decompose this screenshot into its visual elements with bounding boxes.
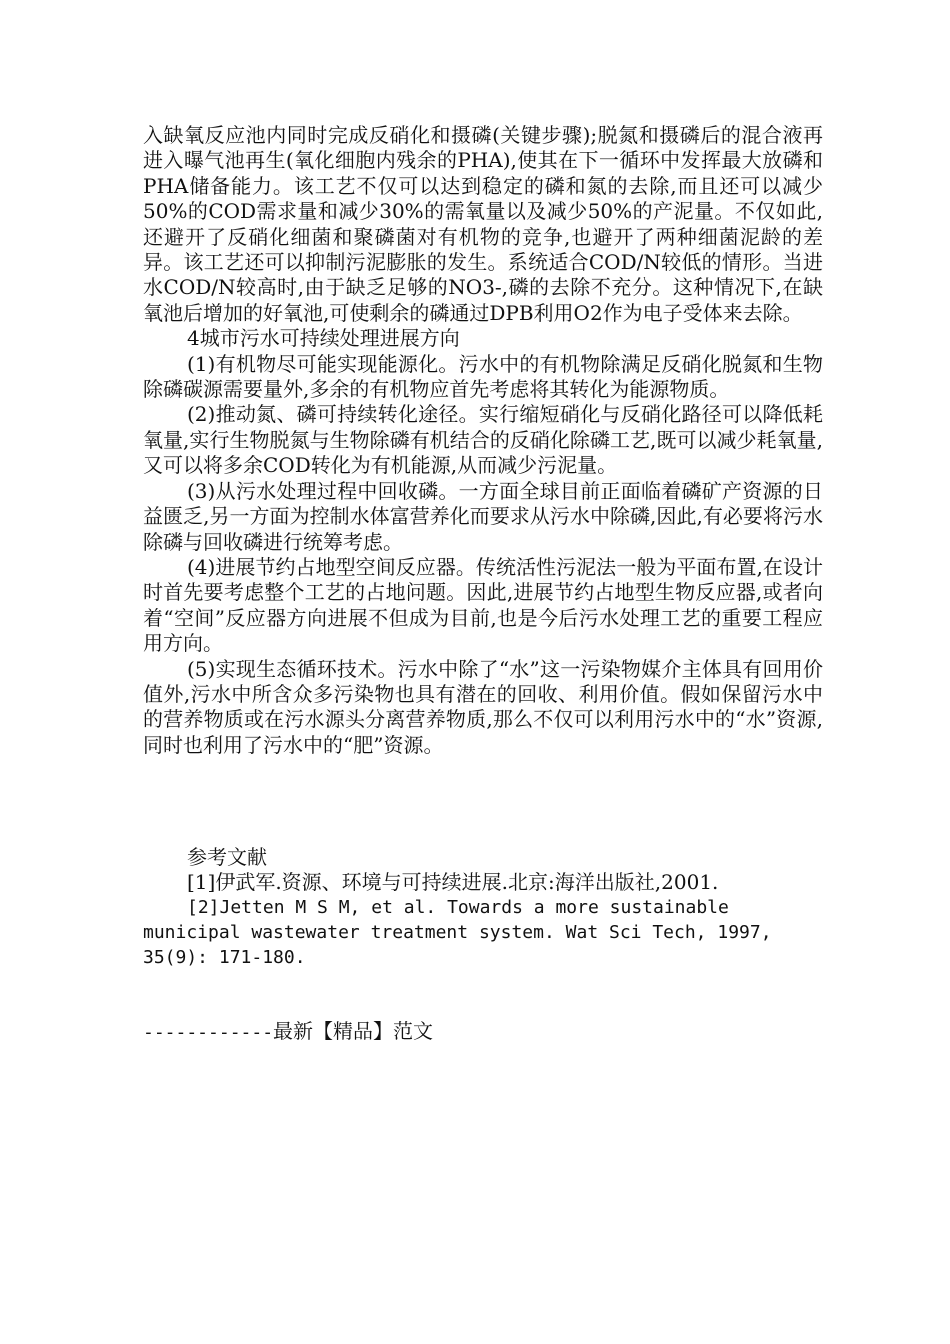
references-section <box>143 845 823 970</box>
reference-item-1: [1]伊武军.资源、环境与可持续进展.北京:海洋出版社,2001. <box>187 870 719 894</box>
paragraph-continuation: 入缺氧反应池内同时完成反硝化和摄磷(关键步骤);脱氮和摄磷后的混合液再进入曝气池再生(氧化细胞内残余的PHA),使其在下一循环中发挥最大放磷和PHA储备能力。该工艺不仅可以达到稳定的磷和氮的去除,而且还可以减少50%的COD需求量和减少30%的需氧量以及减少50%的产泥量。不仅如此,还避开了反硝化细菌和聚磷菌对有机物的竞争,也避开了两种细菌泥龄的差异。该工艺还可以抑制污泥膨胀的发生。系统适合COD/N较低的情形。当进水COD/N较高时,由于缺乏足够的NO3-,磷的去除不充分。这种情况下,在缺氧池后增加的好氧池,可使剩余的磷通过DPB利用O2作为电子受体来去除。 <box>143 123 823 325</box>
paragraph-item-5: (5)实现生态循环技术。污水中除了“水”这一污染物媒介主体具有回用价值外,污水中所含众多污染物也具有潜在的回收、利用价值。假如保留污水中的营养物质或在污水源头分离营养物质,那么不仅可以利用污水中的“水”资源,同时也利用了污水中的“肥”资源。 <box>143 656 823 757</box>
paragraph-item-4: (4)进展节约占地型空间反应器。传统活性污泥法一般为平面布置,在设计时首先要考虑整个工艺的占地问题。因此,进展节约占地型生物反应器,或者向着“空间”反应器方向进展不但成为目前,也是今后污水处理工艺的重要工程应用方向。 <box>143 554 823 656</box>
section-heading: 4城市污水可持续处理进展方向 <box>187 326 460 351</box>
footer-text: 最新【精品】范文 <box>273 1019 434 1043</box>
paragraph-item-1: (1)有机物尽可能实现能源化。污水中的有机物除满足反硝化脱氮和生物除磷碳源需要量外,多余的有机物应首先考虑将其转化为能源物质。 <box>143 351 823 402</box>
paragraph-item-3: (3)从污水处理过程中回收磷。一方面全球目前正面临着磷矿产资源的日益匮乏,另一方面为控制水体富营养化而要求从污水中除磷,因此,有必要将污水除磷与回收磷进行统筹考虑。 <box>143 478 823 554</box>
paragraph-item-2: (2)推动氮、磷可持续转化途径。实行缩短硝化与反硝化路径可以降低耗氧量,实行生物脱氮与生物除磷有机结合的反硝化除磷工艺,既可以减少耗氧量,又可以将多余COD转化为有机能源,从而减少污泥量。 <box>143 402 823 478</box>
references-title: 参考文献 <box>187 845 267 869</box>
reference-item-2: [2]Jetten M S M, et al. Towards a more sustainable municipal wastewater treatment system. Wat Sci Tech, 1997, 35(9): 171-180. <box>143 897 772 968</box>
footer-dashes: ------------ <box>143 1022 274 1043</box>
body-text <box>143 123 823 758</box>
footer-banner <box>143 1018 433 1046</box>
